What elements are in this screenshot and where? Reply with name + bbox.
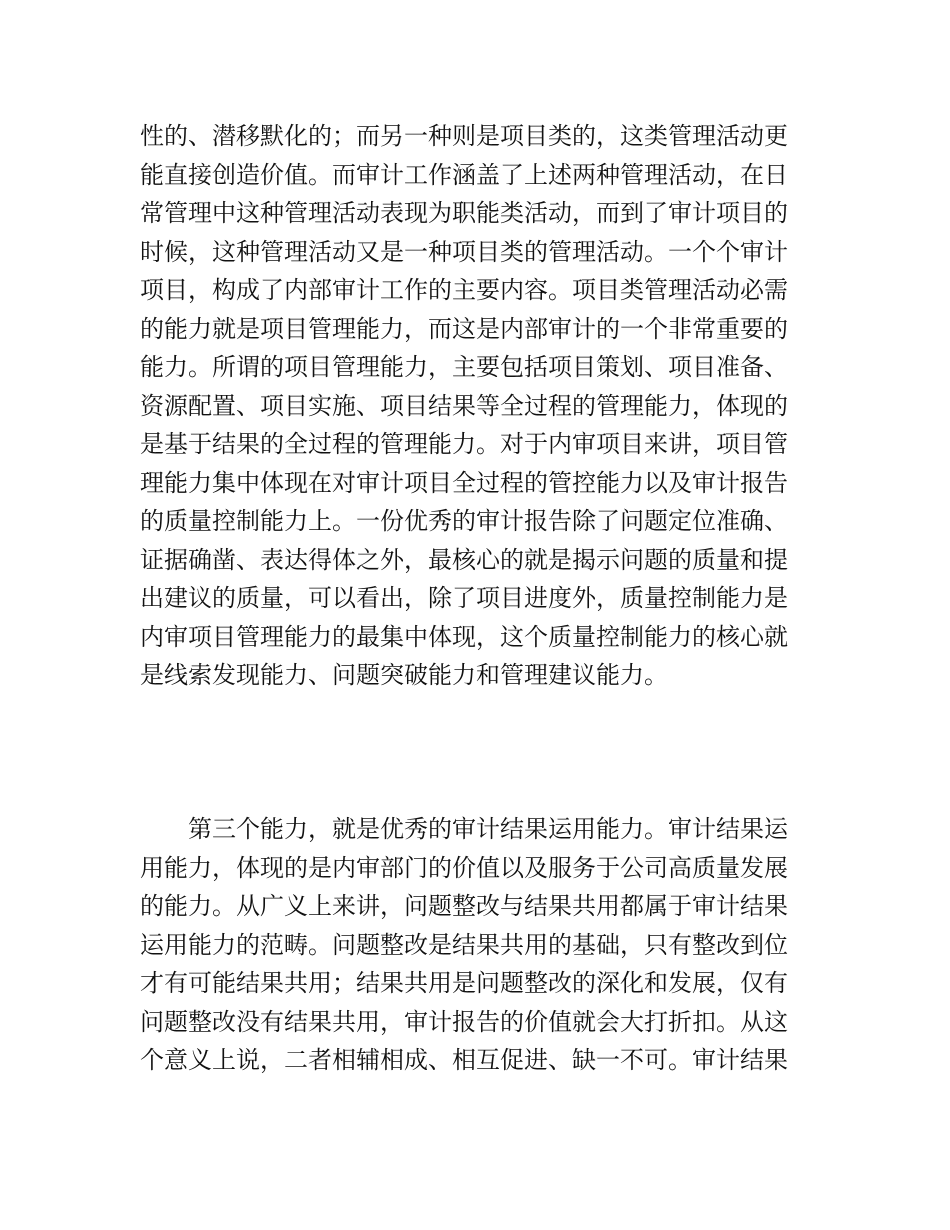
- paragraph-line: 出建议的质量，可以看出，除了项目进度外，质量控制能力是: [140, 584, 788, 612]
- paragraph-line: 能直接创造价值。而审计工作涵盖了上述两种管理活动，在日: [140, 160, 788, 189]
- paragraph-line: 的能力。从广义上来讲，问题整改与结果共用都属于审计结果: [140, 892, 788, 920]
- paragraph-line: 的质量控制能力上。一份优秀的审计报告除了问题定位准确、: [140, 507, 788, 535]
- paragraph-line: 性的、潜移默化的；而另一种则是项目类的，这类管理活动更: [140, 122, 788, 150]
- paragraph-line: 内审项目管理能力的最集中体现，这个质量控制能力的核心就: [140, 622, 788, 651]
- paragraph-line: 证据确凿、表达得体之外，最核心的就是揭示问题的质量和提: [140, 545, 788, 574]
- paragraph-line: 第三个能力，就是优秀的审计结果运用能力。审计结果运: [188, 815, 788, 843]
- paragraph-line: 的能力就是项目管理能力，而这是内部审计的一个非常重要的: [140, 314, 788, 343]
- paragraph-line: 项目，构成了内部审计工作的主要内容。项目类管理活动必需: [140, 276, 788, 304]
- paragraph-line: 理能力集中体现在对审计项目全过程的管控能力以及审计报告: [140, 468, 788, 497]
- paragraph-line: 是线索发现能力、问题突破能力和管理建议能力。: [140, 661, 668, 689]
- paragraph-1: [140, 117, 820, 695]
- paragraph-line: 能力。所谓的项目管理能力，主要包括项目策划、项目准备、: [140, 353, 788, 381]
- paragraph-line: 资源配置、项目实施、项目结果等全过程的管理能力，体现的: [140, 391, 788, 420]
- paragraph-line: 时候，这种管理活动又是一种项目类的管理活动。一个个审计: [140, 237, 788, 266]
- paragraph-line: 才有可能结果共用；结果共用是问题整改的深化和发展，仅有: [140, 969, 788, 997]
- paragraph-line: 个意义上说，二者相辅相成、相互促进、缺一不可。审计结果: [140, 1046, 788, 1074]
- paragraph-line: 用能力，体现的是内审部门的价值以及服务于公司高质量发展: [140, 853, 788, 882]
- paragraph-2: [140, 810, 820, 1080]
- paragraph-line: 是基于结果的全过程的管理能力。对于内审项目来讲，项目管: [140, 430, 788, 458]
- paragraph-line: 常管理中这种管理活动表现为职能类活动，而到了审计项目的: [140, 199, 788, 227]
- paragraph-line: 问题整改没有结果共用，审计报告的价值就会大打折扣。从这: [140, 1007, 788, 1036]
- paragraph-line: 运用能力的范畴。问题整改是结果共用的基础，只有整改到位: [140, 930, 788, 959]
